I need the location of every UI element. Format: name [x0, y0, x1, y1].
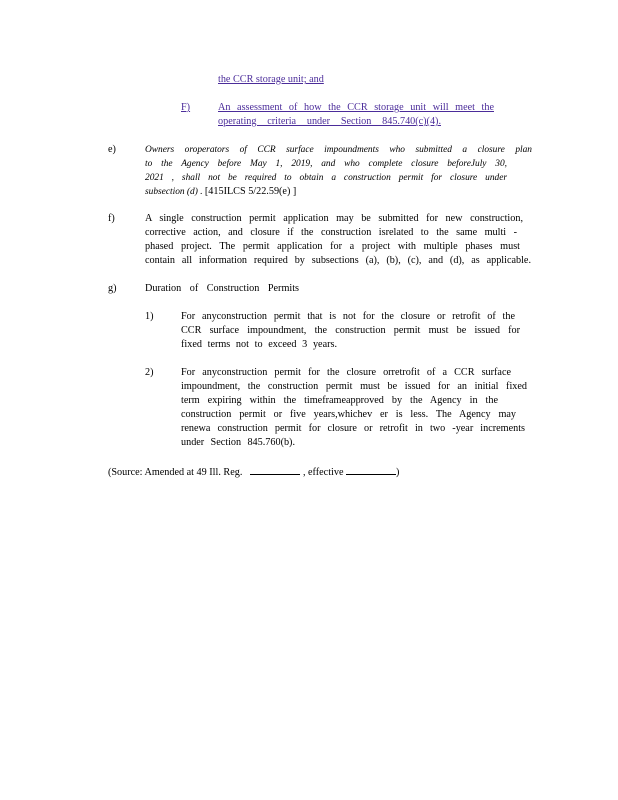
- section-e-line-3: 2021 , shall not be required to obtain a construction permit for closure under: [145, 173, 507, 183]
- source-close: ): [396, 467, 400, 478]
- source-separator: , effective: [300, 467, 347, 478]
- g1-line-3: fixed terms not to exceed 3 years.: [181, 339, 337, 350]
- section-g-label: g): [108, 283, 117, 294]
- g2-line-6: under Section 845.760(b).: [181, 437, 295, 448]
- g2-line-2: impoundment, the construction permit must be issued for an initial fixed: [181, 381, 527, 392]
- item-f-label: F): [181, 102, 191, 113]
- g2-line-3: term expiring within the timeframeapproved by the Agency in the: [181, 395, 498, 406]
- item-f-line-2: operating criteria under Section 845.740(c)(4).: [218, 116, 441, 127]
- section-e-line-4: [145, 185, 296, 199]
- g2-line-1: For anyconstruction permit for the closure orretrofit of a CCR surface: [181, 367, 511, 378]
- effective-date-blank: [346, 464, 396, 475]
- section-e-citation: [415ILCS 5/22.59(e) ]: [204, 186, 297, 197]
- source-prefix: (Source: Amended at 49 Ill. Reg.: [108, 467, 243, 478]
- g2-line-5: renewa construction permit for closure or retrofit in two -year increments: [181, 423, 525, 434]
- g1-line-1: For anyconstruction permit that is not for the closure or retrofit of the: [181, 311, 515, 322]
- item-f-line-1: An assessment of how the CCR storage unit will meet the: [218, 102, 494, 113]
- register-blank: [250, 464, 300, 475]
- section-f-line-2: corrective action, and closure if the construction isrelated to the same multi -: [145, 227, 517, 238]
- section-f-line-4: contain all information required by subsections (a), (b), (c), and (d), as applicable.: [145, 255, 531, 266]
- g1-line-2: CCR surface impoundment, the construction permit must be issued for: [181, 325, 520, 336]
- section-e-line-2: to the Agency before May 1, 2019, and who complete closure beforeJuly 30,: [145, 159, 507, 169]
- section-g-heading: Duration of Construction Permits: [145, 283, 299, 294]
- section-f-line-1: A single construction permit application may be submitted for new construction,: [145, 213, 523, 224]
- g2-line-4: construction permit or five years,whichev er is less. The Agency may: [181, 409, 516, 420]
- source-note: [108, 464, 399, 480]
- section-f-line-3: phased project. The permit application for a project with multiple phases must: [145, 241, 520, 252]
- section-e-line-1: Owners oroperators of CCR surface impoundments who submitted a closure plan: [145, 145, 532, 155]
- g2-label: 2): [145, 367, 154, 378]
- section-e-label: e): [108, 144, 116, 155]
- section-f-label: f): [108, 213, 115, 224]
- g1-label: 1): [145, 311, 154, 322]
- section-e-line-4-italic: subsection (d) .: [145, 187, 205, 197]
- item-e-continuation: the CCR storage unit; and: [218, 74, 324, 85]
